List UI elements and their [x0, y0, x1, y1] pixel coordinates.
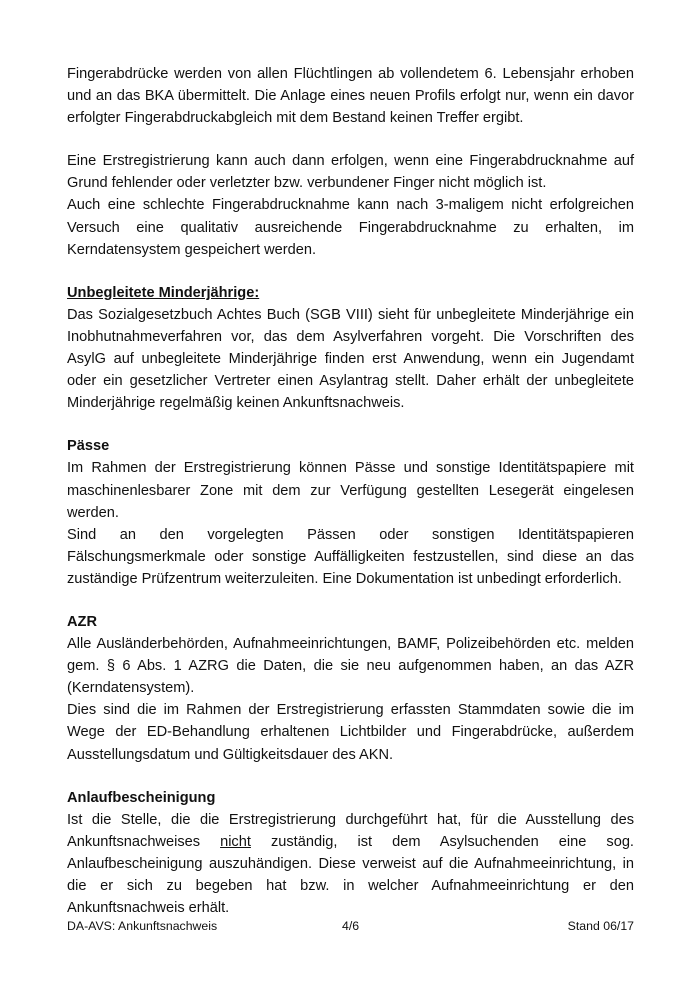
paragraph-initial-registration: Eine Erstregistrierung kann auch dann erfolgen, wenn eine Fingerabdrucknahme auf Grund fehlender oder verletzter bzw. verbundener Finger nicht möglich ist.: [67, 153, 634, 192]
footer-version: Stand 06/17: [567, 919, 634, 933]
paragraph-poor-fingerprints: Auch eine schlechte Fingerabdrucknahme kann nach 3-maligem nicht erfolgreichen Versuch eine qualitativ ausreichende Fingerabdrucknahme zu erhalten, im Kerndatensystem gespeichert werden.: [67, 197, 634, 258]
paragraph-azr-reporting: Alle Ausländerbehörden, Aufnahmeeinrichtungen, BAMF, Polizeibehörden etc. melden gem. § 6 Abs. 1 AZRG die Daten, die sie neu aufgenommen haben, an das AZR (Kerndatensystem).: [67, 636, 634, 697]
page-footer: [67, 916, 634, 936]
heading-arrival-certificate: Anlaufbescheinigung: [67, 789, 216, 806]
paragraph-fingerprints: Fingerabdrücke werden von allen Flüchtlingen ab vollendetem 6. Lebensjahr erhoben und an das BKA übermittelt. Die Anlage eines neuen Profils erfolgt nur, wenn ein davor erfolgter Fingerabdruckabgleich mit dem Bestand keinen Treffer ergibt.: [67, 66, 634, 127]
document-body: [67, 63, 634, 919]
paragraph-arrival-certificate: [67, 809, 634, 919]
paragraph-unaccompanied-minors: Das Sozialgesetzbuch Achtes Buch (SGB VIII) sieht für unbegleitete Minderjährige ein Inobhutnahmeverfahren vor, das dem Asylverfahren vorgeht. Die Vorschriften des AsylG auf unbegleitete Minderjährige finden erst Anwendung, wenn ein Jugendamt oder ein gesetzlicher Vertreter einen Asylantrag stellt. Daher erhält der unbegleitete Minderjährige regelmäßig keinen Ankunftsnachweis.: [67, 306, 634, 412]
heading-azr: AZR: [67, 613, 97, 630]
arrival-text-emphasis: nicht: [220, 833, 251, 850]
paragraph-azr-data: Dies sind die im Rahmen der Erstregistrierung erfassten Stammdaten sowie die im Wege der ED-Behandlung erhaltenen Lichtbilder und Fingerabdrücke, außerdem Ausstellungsdatum und Gültigkeitsdauer des AKN.: [67, 702, 634, 763]
heading-unaccompanied-minors: Unbegleitete Minderjährige:: [67, 284, 260, 301]
heading-passports: Pässe: [67, 438, 110, 455]
paragraph-passports-reading: Im Rahmen der Erstregistrierung können Pässe und sonstige Identitätspapiere mit maschinenlesbarer Zone mit dem zur Verfügung gestellten Lesegerät eingelesen werden.: [67, 460, 634, 521]
footer-document-title: DA-AVS: Ankunftsnachweis: [67, 919, 218, 933]
arrival-text-part-a: Ist die Stelle, die die Erstregistrierung durchgeführt hat, für die Ausstellung des Ankunftsnachweises: [67, 811, 634, 850]
footer-page-number: 4/6: [342, 919, 360, 933]
paragraph-passports-forgery: Sind an den vorgelegten Pässen oder sonstigen Identitätspapieren Fälschungsmerkmale oder sonstige Auffälligkeiten festzustellen, sind diese an das zuständige Prüfzentrum weiterzuleiten. Eine Dokumentation ist unbedingt erforderlich.: [67, 526, 634, 587]
arrival-text-part-b: zuständig, ist dem Asylsuchenden eine sog. Anlaufbescheinigung auszuhändigen. Diese verweist auf die Aufnahmeeinrichtung, in die er sich zu begeben hat bzw. in welcher Aufnahmeeinrichtung er den Ankunftsnachweis erhält.: [67, 833, 634, 917]
